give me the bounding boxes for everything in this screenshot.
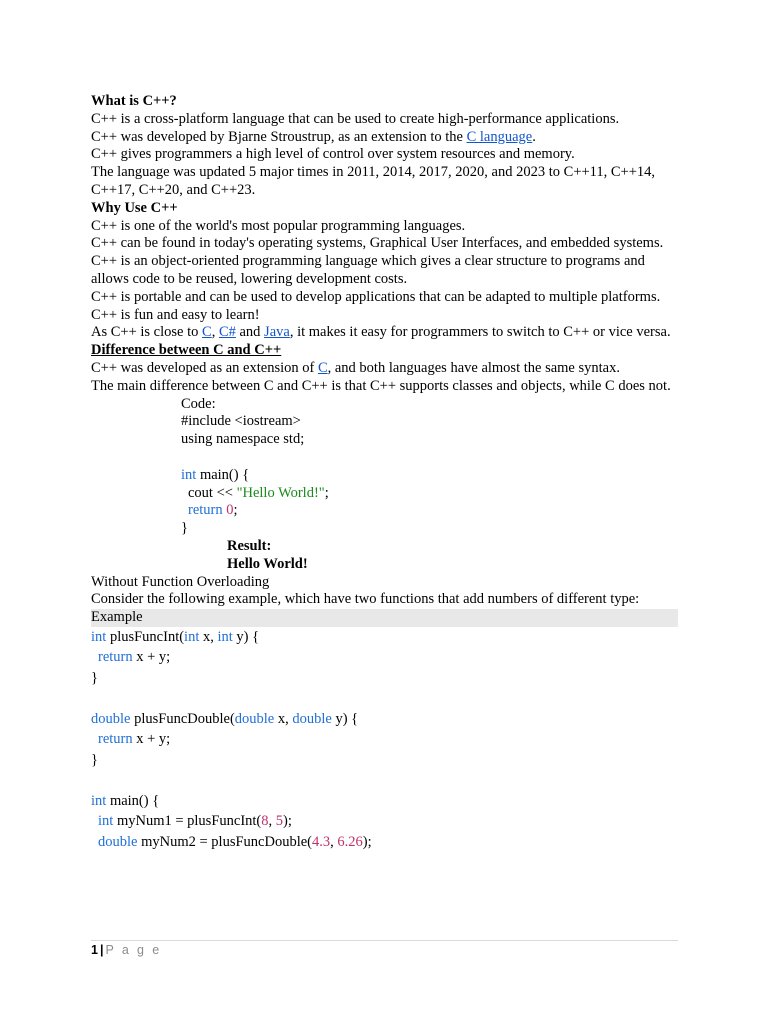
heading-what-is-cpp: What is C++? xyxy=(91,93,177,109)
result-label: Result: xyxy=(227,537,272,554)
footer-separator: | xyxy=(99,943,104,957)
code-text: y) { xyxy=(232,628,260,645)
code-text: main() { xyxy=(196,466,250,483)
code-line xyxy=(98,811,678,832)
keyword: return xyxy=(98,649,133,666)
link-c-language[interactable]: C language xyxy=(466,128,533,145)
keyword: int xyxy=(217,628,233,645)
text: As C++ is close to xyxy=(91,324,203,341)
text: , and both languages have almost the same syntax. xyxy=(327,359,620,376)
code-text: plusFuncInt( xyxy=(106,628,185,645)
text: C++ was developed as an extension of xyxy=(91,359,318,376)
keyword: double xyxy=(91,710,131,727)
code-block-overloading xyxy=(91,627,678,853)
number-literal: 4.3 xyxy=(312,833,331,850)
page-label: P a g e xyxy=(105,943,162,957)
paragraph: C++ gives programmers a high level of control over system resources and memory. xyxy=(91,146,575,163)
text: , xyxy=(211,324,219,341)
code-line xyxy=(188,485,678,503)
code-text: ); xyxy=(283,813,292,830)
paragraph xyxy=(91,129,678,147)
paragraph: The language was updated 5 major times in 2011, 2014, 2017, 2020, and 2023 to C++11, C++14, C++17, C++20, and C++23. xyxy=(91,164,659,198)
code-line xyxy=(188,502,678,520)
text: and xyxy=(235,324,265,341)
code-line: using namespace std; xyxy=(181,431,305,448)
paragraph: C++ can be found in today's operating systems, Graphical User Interfaces, and embedded systems. xyxy=(91,235,664,252)
code-text: myNum2 = plusFuncDouble( xyxy=(137,833,312,850)
code-text: main() { xyxy=(106,792,160,809)
number-literal: 5 xyxy=(275,813,284,830)
code-label: Code: xyxy=(181,395,216,412)
code-text: , xyxy=(330,833,338,850)
code-text: x + y; xyxy=(132,649,171,666)
blank-line xyxy=(91,770,678,791)
keyword: return xyxy=(188,502,223,519)
keyword: int xyxy=(91,628,107,645)
subheading-without-overloading: Without Function Overloading xyxy=(91,573,270,590)
code-line: #include <iostream> xyxy=(181,413,301,430)
code-line: } xyxy=(181,520,188,537)
example-bar: Example xyxy=(91,609,678,627)
code-line xyxy=(98,832,678,853)
code-line xyxy=(91,709,678,730)
keyword: double xyxy=(292,710,332,727)
page-number: 1 xyxy=(91,943,98,957)
code-line xyxy=(98,647,678,668)
paragraph: C++ is fun and easy to learn! xyxy=(91,306,260,323)
keyword: int xyxy=(181,466,197,483)
link-c-ext[interactable]: C xyxy=(317,359,328,376)
page-footer xyxy=(91,940,678,957)
paragraph: C++ is a cross-platform language that can be used to create high-performance applications. xyxy=(91,110,620,127)
result-block xyxy=(227,538,678,574)
paragraph: C++ is one of the world's most popular programming languages. xyxy=(91,217,466,234)
paragraph: The main difference between C and C++ is that C++ supports classes and objects, while C does not. xyxy=(91,377,671,394)
keyword: double xyxy=(98,833,138,850)
code-line xyxy=(91,627,678,648)
keyword: int xyxy=(91,792,107,809)
code-line xyxy=(181,467,678,485)
code-text: plusFuncDouble( xyxy=(130,710,235,727)
document-body xyxy=(91,93,678,852)
result-value: Hello World! xyxy=(227,555,308,572)
code-text: x, xyxy=(274,710,293,727)
blank-line xyxy=(181,449,678,467)
code-text: myNum1 = plusFuncInt( xyxy=(113,813,262,830)
code-text: ; xyxy=(324,484,329,501)
paragraph: C++ is an object-oriented programming language which gives a clear structure to programs and allows code to be reused, lowering development costs. xyxy=(91,253,649,287)
code-line xyxy=(98,729,678,750)
code-line: } xyxy=(91,669,98,686)
number-literal: 6.26 xyxy=(337,833,363,850)
keyword: int xyxy=(184,628,200,645)
number-literal: 8 xyxy=(261,813,269,830)
code-text: ); xyxy=(362,833,372,850)
paragraph: Consider the following example, which have two functions that add numbers of different type: xyxy=(91,591,640,608)
text: . xyxy=(532,128,536,145)
text: , it makes it easy for programmers to switch to C++ or vice versa. xyxy=(289,324,671,341)
code-text: , xyxy=(268,813,276,830)
heading-difference: Difference between C and C++ xyxy=(91,342,282,359)
link-csharp[interactable]: C# xyxy=(218,324,236,341)
string-literal: "Hello World!" xyxy=(236,484,325,501)
code-text: cout << xyxy=(188,484,237,501)
link-java[interactable]: Java xyxy=(264,324,290,341)
link-c[interactable]: C xyxy=(202,324,212,341)
keyword: int xyxy=(98,813,114,830)
keyword: return xyxy=(98,731,133,748)
heading-why-use-cpp: Why Use C++ xyxy=(91,199,178,216)
code-text: x, xyxy=(199,628,218,645)
keyword: double xyxy=(234,710,275,727)
text: C++ was developed by Bjarne Stroustrup, as an extension to the xyxy=(91,128,467,145)
code-text: y) { xyxy=(331,710,359,727)
number-literal: 0 xyxy=(226,502,234,519)
paragraph xyxy=(91,324,678,342)
paragraph xyxy=(91,360,678,378)
paragraph: C++ is portable and can be used to develop applications that can be adapted to multiple platforms. xyxy=(91,288,661,305)
code-block-hello xyxy=(181,396,678,538)
code-text: x + y; xyxy=(132,731,171,748)
code-text: ; xyxy=(233,502,238,519)
code-line xyxy=(91,791,678,812)
code-line: } xyxy=(91,751,98,768)
blank-line xyxy=(91,688,678,709)
